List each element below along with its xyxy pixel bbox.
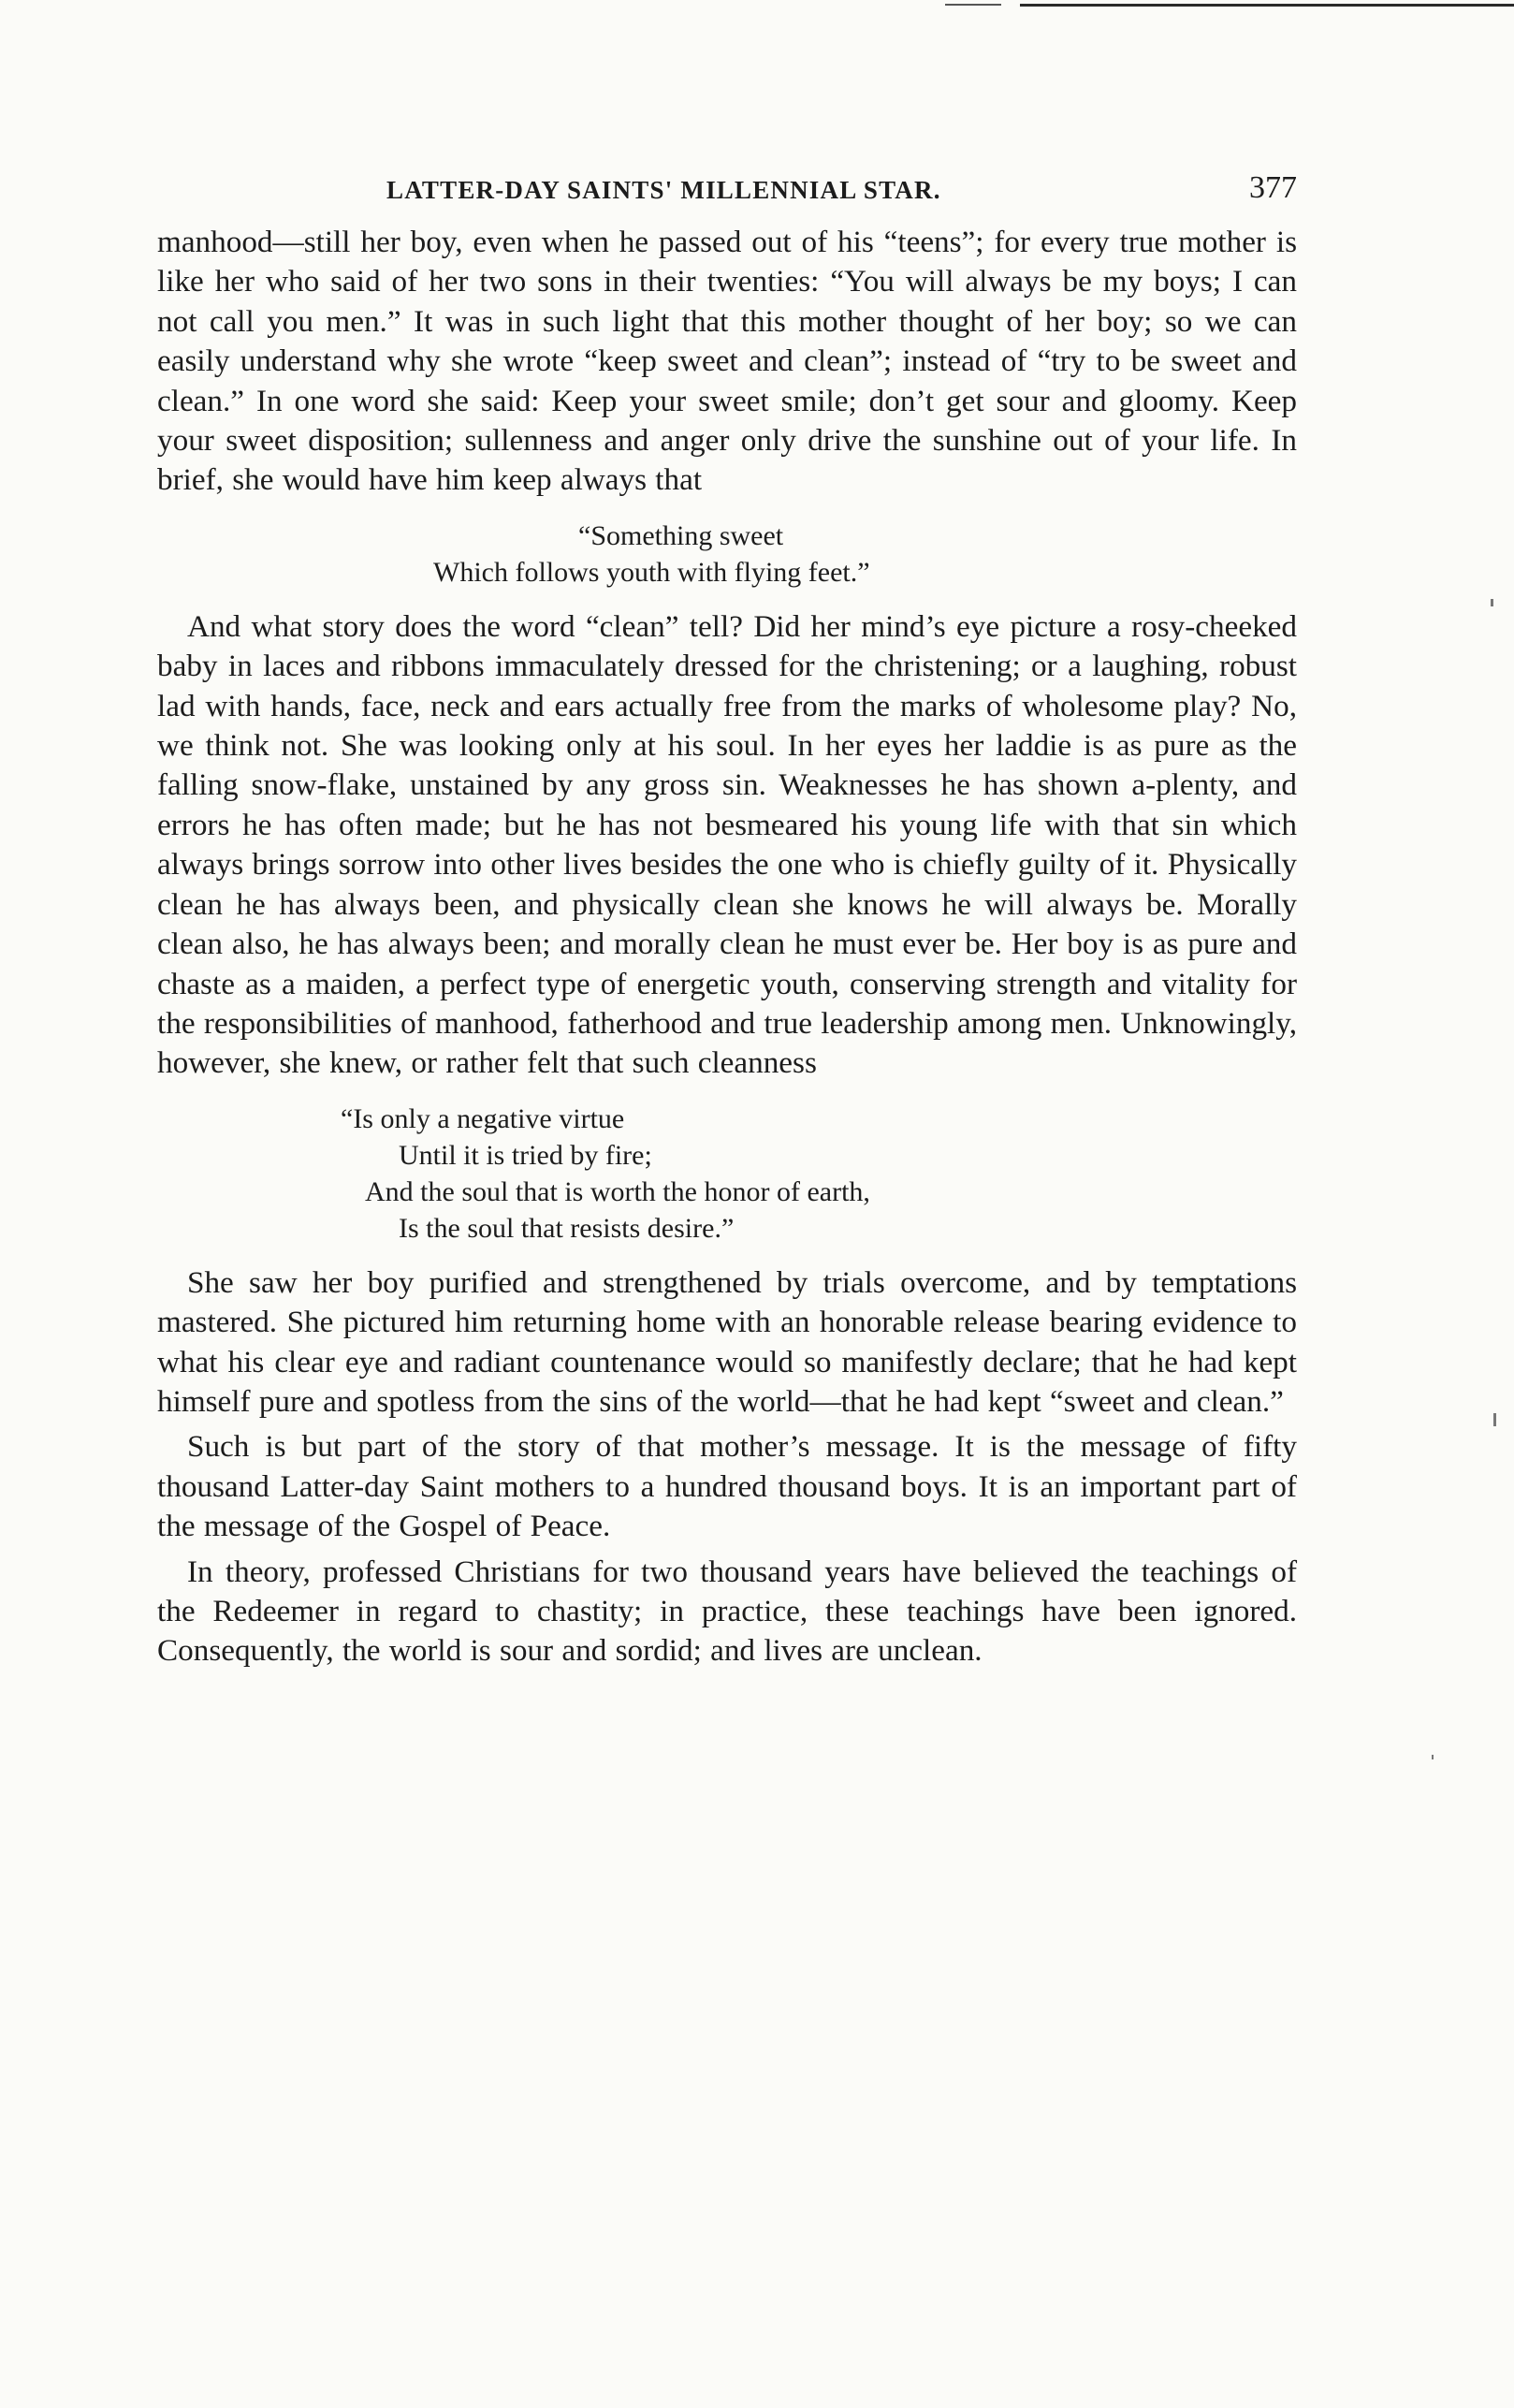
paragraph: And what story does the word “clean” tell? Did her mind’s eye picture a rosy-cheeked baby in laces and ribbons immaculately dressed for the christening; or a laughing, robust lad with hands, face, neck and ears actually free from the marks of wholesome play? No, we think not. She was looking only at his soul. In her eyes her laddie is as pure as the falling snow-flake, unstained by any gross sin. Weaknesses he has shown a-plenty, and errors he has often made; but he has not besmeared his young life with that sin which always brings sorrow into other lives besides the one who is chiefly guilty of it. Physically clean he has always been, and physically clean she knows he will always be. Morally clean also, he has always been; and morally clean he must ever be. Her boy is as pure and chaste as a maiden, a perfect type of energetic youth, conserving strength and vitality for the responsibilities of manhood, fatherhood and true leadership among men. Unknowingly, however, she knew, or rather felt that such cleanness	[157, 608, 1298, 1081]
journal-title: LATTER-DAY SAINTS' MILLENNIAL STAR.	[386, 176, 941, 204]
top-edge-mark	[945, 4, 1001, 6]
top-edge-rule	[1020, 4, 1514, 7]
paragraph: She saw her boy purified and strengthened by trials overcome, and by temptations mastered. She pictured him returning home with an honorable release bearing evidence to what his clear eye and radiant countenance would so manifestly declare; that he had kept himself pure and spotless from the sins of the world—that he had kept “sweet and clean.”	[157, 1264, 1297, 1419]
paragraph: In theory, professed Christians for two thousand years have believed the teachings of the Redeemer in regard to chastity; in practice, these teachings have been ignored. Consequently, the world is sour and sordid; and lives are unclean.	[157, 1554, 1297, 1669]
page-number: 377	[1249, 170, 1297, 205]
verse-quote	[157, 518, 1297, 591]
verse-quote	[157, 1101, 1297, 1247]
page	[157, 167, 1297, 1671]
verse-line: “Is only a negative virtue	[341, 1102, 625, 1134]
verse-line: “Something sweet	[578, 519, 784, 551]
article-body	[157, 223, 1297, 1671]
scan-speck	[1493, 1413, 1496, 1426]
verse-line: Until it is tried by fire;	[399, 1139, 652, 1171]
scan-speck	[1432, 1755, 1434, 1759]
verse-line: Is the soul that resists desire.”	[399, 1212, 735, 1244]
paragraph: manhood—still her boy, even when he passed out of his “teens”; for every true mother is like her who said of her two sons in their twenties: “You will always be my boys; I can not call you men.” It was in such light that this mother thought of her boy; so we can easily understand why she wrote “keep sweet and clean”; instead of “try to be sweet and clean.” In one word she said: Keep your sweet smile; don’t get sour and gloomy. Keep your sweet disposition; sullenness and anger only drive the sunshine out of your life. In brief, she would have him keep always that	[157, 225, 1297, 498]
scan-speck	[1491, 599, 1493, 606]
verse-line: And the soul that is worth the honor of earth,	[365, 1175, 870, 1207]
paragraph: Such is but part of the story of that mother’s message. It is the message of fifty thousand Latter-day Saint mothers to a hundred thousand boys. It is an important part of the message of the Gospel of Peace.	[157, 1429, 1297, 1544]
verse-line: Which follows youth with flying feet.”	[433, 556, 870, 588]
running-head	[157, 167, 1297, 223]
